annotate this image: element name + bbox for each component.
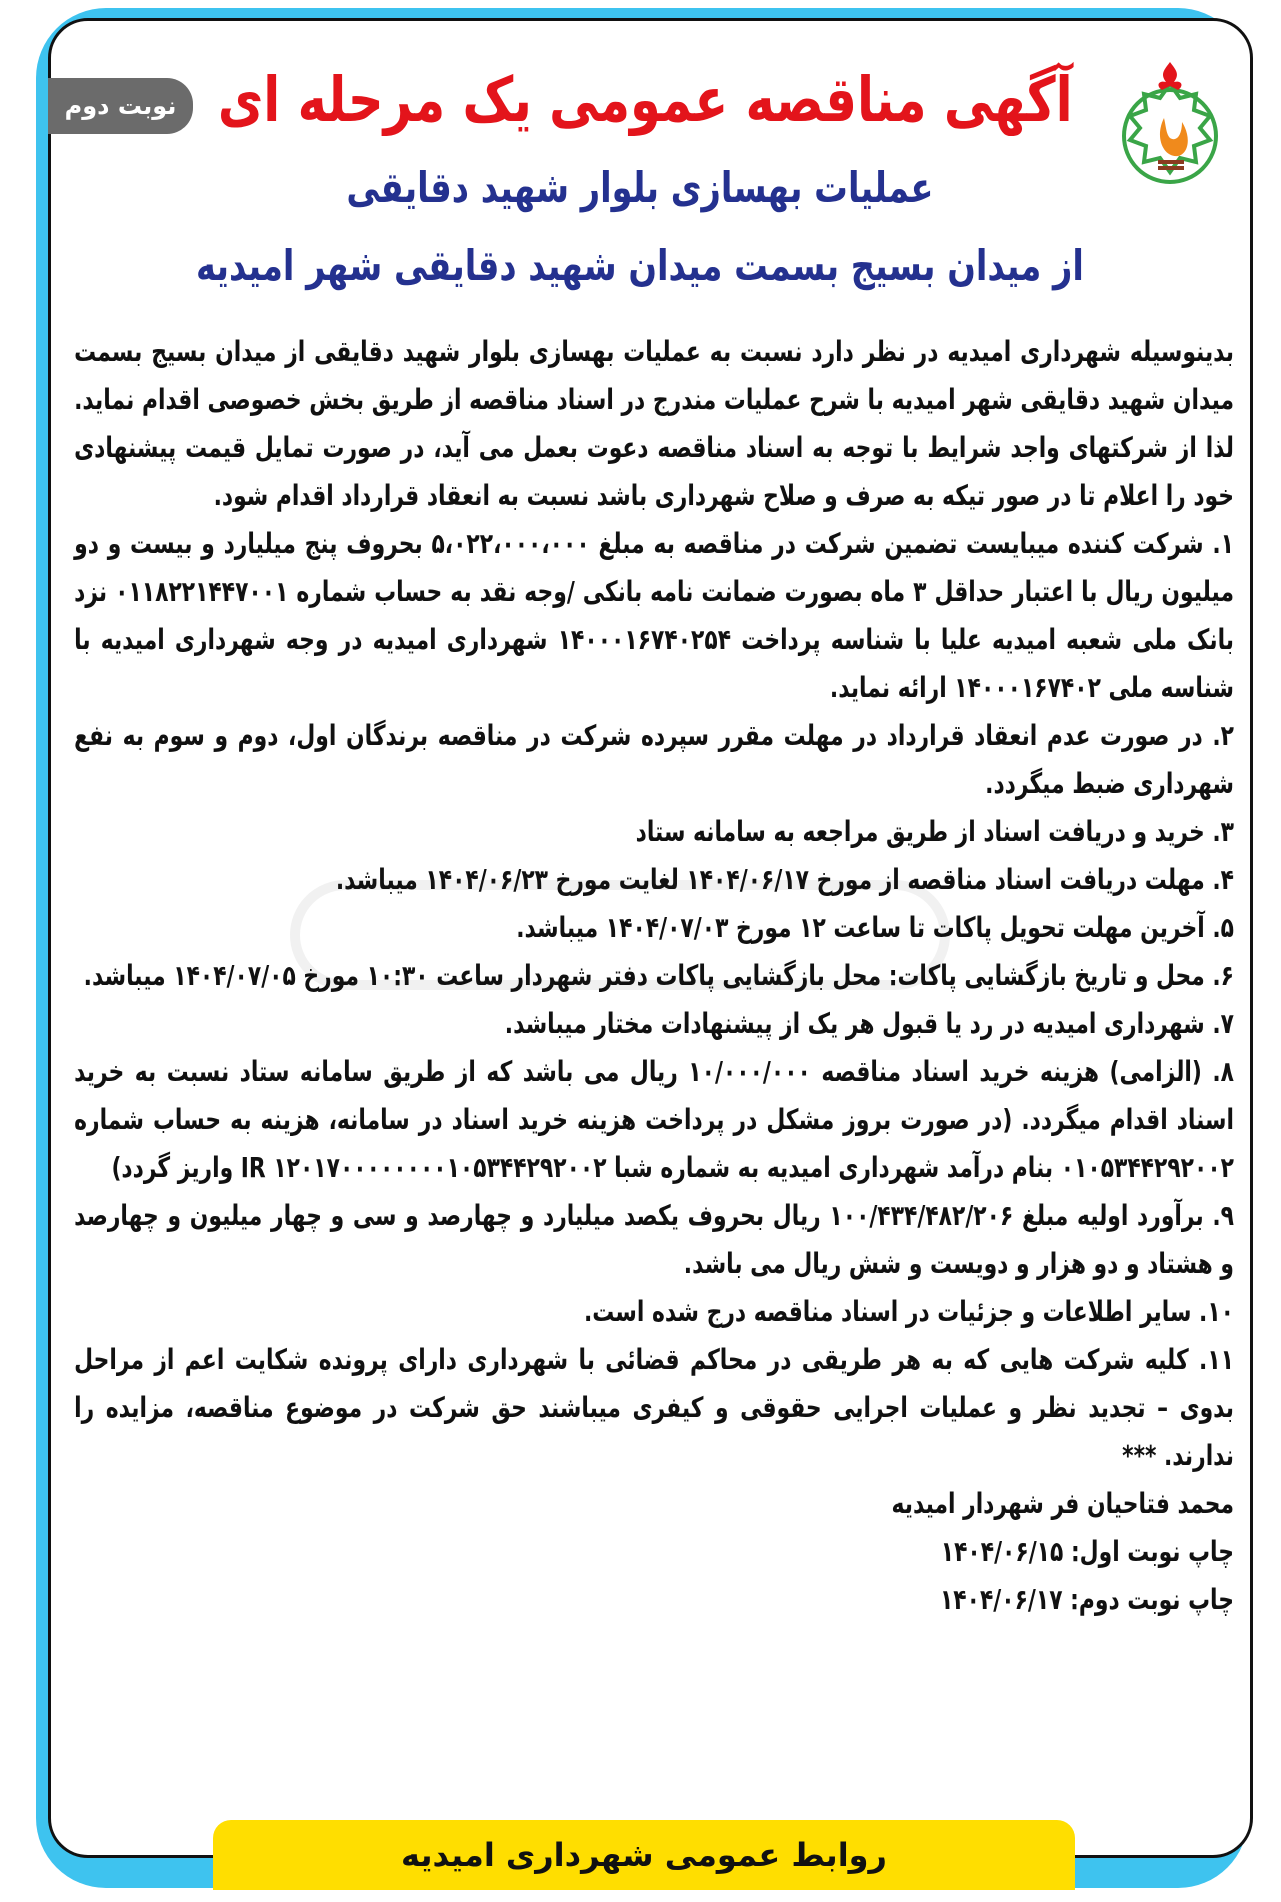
- clause-10: ۱۰. سایر اطلاعات و جزئیات در اسناد مناقصه درج شده است.: [584, 1295, 1234, 1328]
- clause-9: ۹. برآورد اولیه مبلغ ۱۰۰/۴۳۴/۴۸۲/۲۰۶ ریال بحروف یکصد میلیارد و چهارصد و سی و چهار میلیون و چهارصد و هشتاد و دو هزار و دویست و شش ریال می باشد.: [74, 1199, 1234, 1280]
- clause-7: ۷. شهرداری امیدیه در رد یا قبول هر یک از پیشنهادات مختار میباشد.: [504, 1007, 1234, 1040]
- signature: محمد فتاحیان فر شهردار امیدیه: [891, 1487, 1234, 1520]
- notice-title-wrap: [205, 60, 1085, 140]
- clause-4: ۴. مهلت دریافت اسناد مناقصه از مورخ ۱۴۰۴/۰۶/۱۷ لغایت مورخ ۱۴۰۴/۰۶/۲۳ میباشد.: [335, 863, 1234, 896]
- clause-2: ۲. در صورت عدم انعقاد قرارداد در مهلت مقرر سپرده شرکت در مناقصه برندگان اول، دوم و سوم به نفع شهرداری ضبط میگردد.: [74, 719, 1234, 800]
- clause-3: ۳. خرید و دریافت اسناد از طریق مراجعه به سامانه ستاد: [635, 815, 1234, 848]
- clause-5: ۵. آخرین مهلت تحویل پاکات تا ساعت ۱۲ مورخ ۱۴۰۴/۰۷/۰۳ میباشد.: [516, 911, 1234, 944]
- notice-body: [74, 328, 1234, 1624]
- subtitle-project: عملیات بهسازی بلوار شهید دقایقی: [346, 163, 934, 212]
- subtitle-location-wrap: [120, 238, 1160, 294]
- footer-public-relations: روابط عمومی شهرداری امیدیه: [213, 1820, 1075, 1890]
- round-badge: نوبت دوم: [48, 78, 193, 134]
- clause-6: ۶. محل و تاریخ بازگشایی پاکات: محل بازگشایی پاکات دفتر شهردار ساعت ۱۰:۳۰ مورخ ۱۴۰۴/۰۷/۰۵ میباشد.: [83, 959, 1234, 992]
- intro-paragraph: بدینوسیله شهرداری امیدیه در نظر دارد نسبت به عملیات بهسازی بلوار شهید دقایقی از میدان بسیج بسمت میدان شهید دقایقی شهر امیدیه با شرح عملیات مندرج در اسناد مناقصه از طریق بخش خصوصی اقدام نماید. لذا از شرکتهای واجد شرایط با توجه به اسناد مناقصه دعوت بعمل می آید، در صورت تمایل قیمت پیشنهادی خود را اعلام تا در صور تیکه به صرف و صلاح شهرداری باشد نسبت به انعقاد قرارداد اقدام شود.: [74, 335, 1235, 512]
- subtitle-location: از میدان بسیج بسمت میدان شهید دقایقی شهر امیدیه: [196, 241, 1084, 290]
- print-date-first: چاپ نوبت اول: ۱۴۰۴/۰۶/۱۵: [940, 1535, 1234, 1568]
- print-date-second: چاپ نوبت دوم: ۱۴۰۴/۰۶/۱۷: [939, 1583, 1234, 1616]
- clause-11: ۱۱. کلیه شرکت هایی که به هر طریقی در محاکم قضائی با شهرداری دارای پرونده شکایت اعم از مراحل بدوی – تجدید نظر و عملیات اجرایی حقوقی و کیفری میباشند حق شرکت در موضوع مناقصه، مزایده را ندارند. ***: [74, 1343, 1234, 1472]
- clause-1: ۱. شرکت کننده میبایست تضمین شرکت در مناقصه به مبلغ ۵،۰۲۲،۰۰۰،۰۰۰ بحروف پنج میلیارد و بیست و دو میلیون ریال با اعتبار حداقل ۳ ماه بصورت ضمانت نامه بانکی /وجه نقد به حساب شماره ۰۱۱۸۲۲۱۴۴۷۰۰۱ نزد بانک ملی شعبه امیدیه علیا با شناسه پرداخت ۱۴۰۰۰۱۶۷۴۰۲۵۴ شهرداری امیدیه در وجه شهرداری امیدیه با شناسه ملی ۱۴۰۰۰۱۶۷۴۰۲ ارائه نماید.: [74, 527, 1235, 704]
- subtitle-project-wrap: [120, 160, 1160, 216]
- clause-8: ۸. (الزامی) هزینه خرید اسناد مناقصه ۱۰/۰۰۰/۰۰۰ ریال می باشد که از طریق سامانه ستاد نسبت به خرید اسناد اقدام میگردد. (در صورت بروز مشکل در پرداخت هزینه خرید اسناد در سامانه، هزینه به حساب شماره ۰۱۰۵۳۴۴۲۹۲۰۰۲ بنام درآمد شهرداری امیدیه به شماره شبا IR ۱۲۰۱۷۰۰۰۰۰۰۰۰۱۰۵۳۴۴۲۹۲۰۰۲ واریز گردد): [74, 1055, 1234, 1184]
- notice-title: آگهی مناقصه عمومی یک مرحله ای: [217, 63, 1073, 136]
